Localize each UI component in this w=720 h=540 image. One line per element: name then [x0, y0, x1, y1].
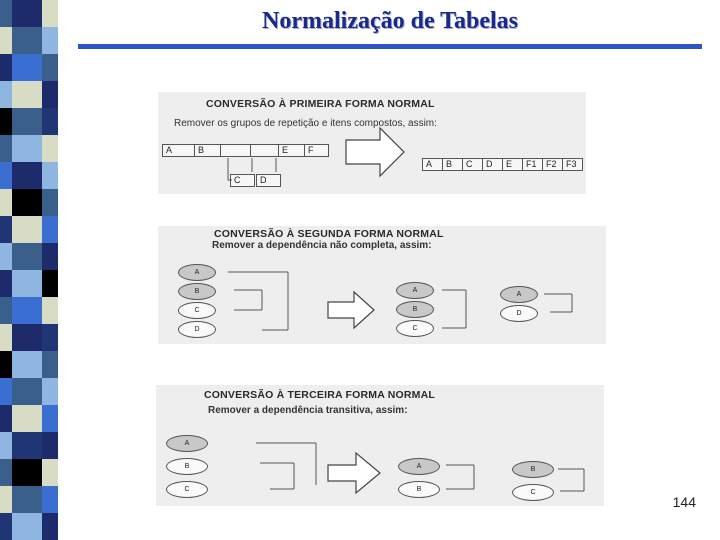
first-normal-form-panel — [158, 92, 586, 194]
p3-left-oval: C — [166, 481, 208, 498]
mosaic-tile — [12, 378, 42, 405]
p2-middle-oval: C — [396, 320, 434, 337]
arrow-right-icon — [346, 128, 404, 176]
p2-left-oval: D — [178, 321, 216, 338]
p1-right-cell: D — [482, 158, 503, 171]
mosaic-tile — [12, 297, 42, 324]
mosaic-tile — [12, 216, 42, 243]
p1-nested-cell: D — [256, 174, 281, 187]
mosaic-tile — [0, 324, 12, 351]
panel1-heading: CONVERSÃO À PRIMEIRA FORMA NORMAL — [206, 98, 435, 110]
mosaic-tile — [12, 243, 42, 270]
mosaic-tile — [42, 351, 58, 378]
p1-left-cell: B — [194, 144, 221, 157]
mosaic-tile — [42, 513, 58, 540]
p2-right-oval: D — [500, 305, 538, 322]
p1-left-cell: F — [304, 144, 329, 157]
mosaic-tile — [0, 459, 12, 486]
mosaic-tile — [0, 297, 12, 324]
mosaic-tile — [42, 243, 58, 270]
mosaic-tile — [42, 405, 58, 432]
mosaic-tile — [42, 216, 58, 243]
panel2-connectors — [158, 226, 606, 344]
arrow-right-icon — [328, 292, 374, 328]
p3-middle-oval: A — [398, 458, 440, 475]
p3-right-oval: C — [512, 484, 554, 501]
mosaic-tile — [0, 108, 12, 135]
mosaic-tile — [12, 81, 42, 108]
mosaic-tile — [0, 54, 12, 81]
mosaic-tile — [42, 54, 58, 81]
mosaic-tile — [0, 378, 12, 405]
mosaic-tile — [42, 486, 58, 513]
p1-right-cell: F2 — [542, 158, 563, 171]
mosaic-tile — [12, 162, 42, 189]
p3-left-oval: B — [166, 458, 208, 475]
decorative-mosaic-strip — [0, 0, 66, 540]
p1-nested-cell: C — [230, 174, 255, 187]
p2-left-oval: B — [178, 283, 216, 300]
mosaic-tile — [12, 432, 42, 459]
mosaic-tile — [12, 189, 42, 216]
p2-left-oval: C — [178, 302, 216, 319]
mosaic-tile — [0, 135, 12, 162]
mosaic-tile — [42, 135, 58, 162]
mosaic-tile — [0, 216, 12, 243]
mosaic-tile — [12, 513, 42, 540]
mosaic-tile — [42, 81, 58, 108]
arrow-right-icon — [328, 453, 380, 493]
p2-right-oval: A — [500, 286, 538, 303]
mosaic-tile — [0, 351, 12, 378]
mosaic-tile — [12, 351, 42, 378]
mosaic-tile — [42, 270, 58, 297]
mosaic-tile — [42, 459, 58, 486]
mosaic-tile — [42, 0, 58, 27]
panel2-subtitle: Remover a dependência não completa, assim: — [212, 240, 432, 251]
p2-left-oval: A — [178, 264, 216, 281]
mosaic-tile — [42, 432, 58, 459]
slide-title: Normalização de Tabelas — [262, 8, 518, 34]
p1-left-cell: E — [278, 144, 305, 157]
p3-right-oval: B — [512, 461, 554, 478]
mosaic-tile — [42, 189, 58, 216]
panel3-heading: CONVERSÃO À TERCEIRA FORMA NORMAL — [204, 389, 435, 401]
mosaic-tile — [12, 405, 42, 432]
second-normal-form-panel — [158, 226, 606, 344]
mosaic-tile — [12, 108, 42, 135]
mosaic-tile — [0, 162, 12, 189]
mosaic-tile — [12, 0, 42, 27]
mosaic-tile — [12, 270, 42, 297]
mosaic-tile — [42, 162, 58, 189]
mosaic-tile — [0, 432, 12, 459]
mosaic-tile — [0, 0, 12, 27]
p1-right-cell: B — [442, 158, 463, 171]
p3-left-oval: A — [166, 435, 208, 452]
mosaic-tile — [0, 405, 12, 432]
p1-right-cell: C — [462, 158, 483, 171]
panel3-connectors — [156, 385, 604, 506]
mosaic-tile — [42, 378, 58, 405]
mosaic-tile — [12, 27, 42, 54]
mosaic-tile — [0, 81, 12, 108]
mosaic-tile — [0, 189, 12, 216]
p1-right-cell: F3 — [562, 158, 583, 171]
mosaic-tile — [12, 324, 42, 351]
panel1-connectors — [158, 92, 586, 194]
mosaic-tile — [42, 27, 58, 54]
mosaic-tile — [0, 513, 12, 540]
mosaic-tile — [12, 459, 42, 486]
panel1-subtitle: Remover os grupos de repetição e itens compostos, assim: — [174, 118, 437, 129]
p2-middle-oval: A — [396, 282, 434, 299]
panel2-heading: CONVERSÃO À SEGUNDA FORMA NORMAL — [214, 228, 444, 240]
mosaic-tile — [42, 324, 58, 351]
p1-left-cell: A — [162, 144, 195, 157]
mosaic-tile — [42, 297, 58, 324]
mosaic-tile — [42, 108, 58, 135]
mosaic-tile — [0, 486, 12, 513]
p1-right-cell: E — [502, 158, 523, 171]
p1-right-cell: F1 — [522, 158, 543, 171]
p3-middle-oval: B — [398, 481, 440, 498]
mosaic-tile — [0, 243, 12, 270]
panel3-subtitle: Remover a dependência transitiva, assim: — [208, 405, 408, 416]
mosaic-tile — [12, 54, 42, 81]
p1-right-cell: A — [422, 158, 443, 171]
title-underline — [78, 44, 702, 49]
mosaic-tile — [12, 135, 42, 162]
page-number: 144 — [672, 494, 696, 510]
third-normal-form-panel — [156, 385, 604, 506]
mosaic-tile — [12, 486, 42, 513]
mosaic-tile — [0, 270, 12, 297]
p2-middle-oval: B — [396, 301, 434, 318]
mosaic-tile — [0, 27, 12, 54]
